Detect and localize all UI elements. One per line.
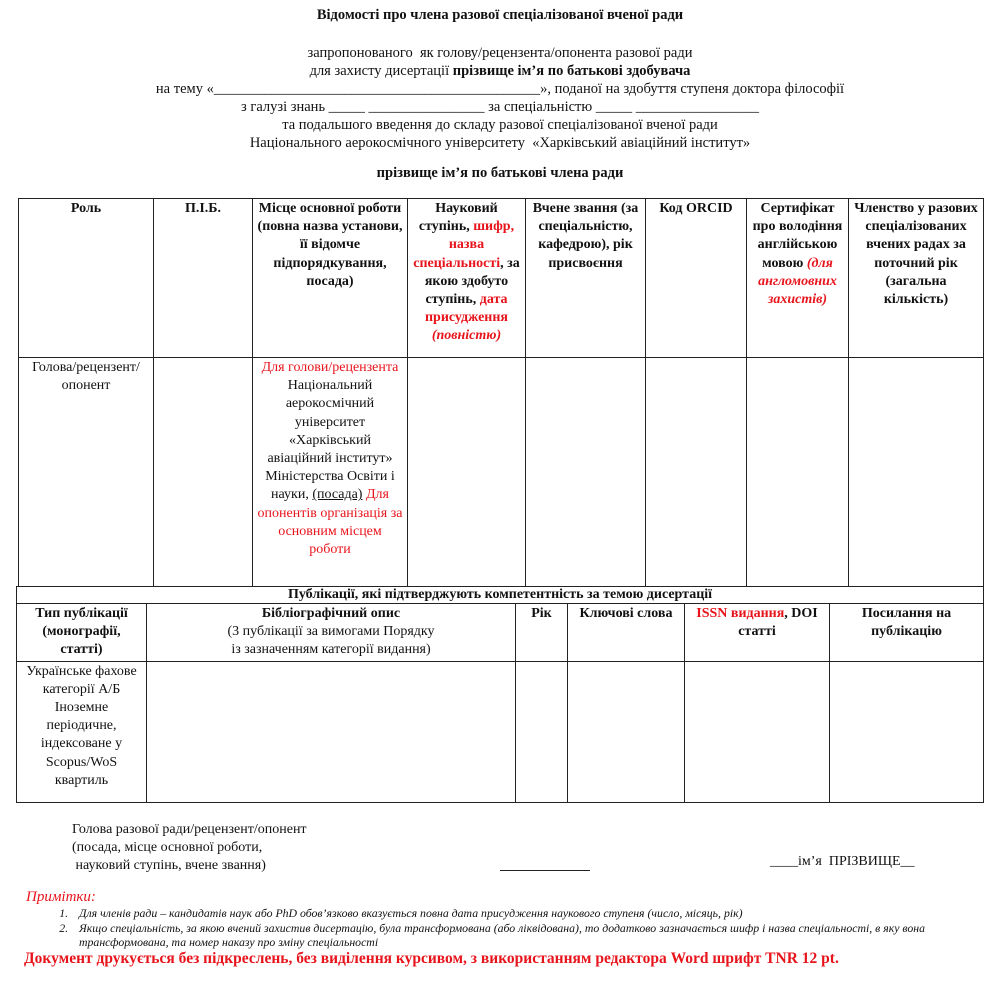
signature-block — [72, 821, 307, 875]
header-bibliography — [147, 604, 516, 662]
header-pib: П.І.Б. — [154, 199, 253, 358]
publications-caption: Публікації, які підтверджують компетентність за темою дисертації — [17, 587, 984, 604]
member-table-header-row — [19, 199, 984, 358]
candidate-name-placeholder: прізвище ім’я по батькові здобувача — [452, 63, 691, 79]
document-title: Відомості про члена разової спеціалізованої вченої ради — [316, 7, 684, 23]
cell-role: Голова/рецензент/ опонент — [19, 358, 154, 587]
certificate-label: Сертифікат про володіння англійською мовою — [752, 201, 843, 271]
notes-list — [26, 906, 986, 950]
intro-line-2 — [0, 62, 1000, 80]
header-year: Рік — [516, 604, 568, 662]
degree-label-2: , за якою здобуто ступінь, — [424, 255, 520, 308]
header-publication-type: Тип публікації (монографії, статті) — [17, 604, 147, 662]
cell-workplace — [253, 358, 408, 587]
doi-label: , DOI статті — [738, 606, 818, 640]
intro-line-3-topic: на тему «_____________________________________________», поданої на здобуття ступеня доктора філософії — [155, 81, 845, 97]
workplace-note-opponents: Для опонентів організація за основним місцем роботи — [257, 487, 403, 558]
publications-row — [17, 661, 984, 802]
intro-line-1: запропонованого як голову/рецензента/опонента разової ради — [307, 45, 693, 61]
note-item: 2. Якщо спеціальність, за якою вчений захистив дисертацію, була трансформована (або ліквідована), то додатково зазначається шифр і назва спеціальності, в яку вона трансформована, та номер наказу про зміну спеціальності — [71, 921, 986, 950]
signature-name-placeholder: ____ім’я ПРІЗВИЩЕ__ — [770, 854, 915, 869]
issn-label: ISSN видання — [696, 606, 785, 621]
cell-certificate[interactable] — [747, 358, 849, 587]
bibliography-sub-2: із зазначенням категорії видання) — [231, 642, 431, 658]
header-role: Роль — [19, 199, 154, 358]
cell-publication-type: Українське фахове категорії А/Б Іноземне періодичне, індексоване у Scopus/WoS квартиль — [17, 661, 147, 802]
cell-bibliography[interactable] — [147, 661, 516, 802]
workplace-position-placeholder: (посада) — [312, 487, 363, 503]
intro-line-4-field: з галузі знань _____ ________________ за спеціальністю _____ _________________ — [241, 99, 759, 115]
notes-heading: Примітки: — [26, 889, 96, 905]
cell-pib[interactable] — [154, 358, 253, 587]
signature-line-1: Голова разової ради/рецензент/опонент — [72, 822, 307, 837]
header-certificate — [747, 199, 849, 358]
cell-degree[interactable] — [408, 358, 526, 587]
header-membership: Членство у разових спеціалізованих вчених радах за поточний рік (загальна кількість) — [849, 199, 984, 358]
cell-issn-doi[interactable] — [685, 661, 830, 802]
degree-label-red-1: шифр, назва спеціальності — [413, 219, 515, 271]
bibliography-title: Бібліографічний опис — [261, 606, 401, 621]
intro-line-5: та подальшого введення до складу разової спеціалізованої вченої ради — [282, 117, 718, 133]
cell-keywords[interactable] — [568, 661, 685, 802]
bibliography-sub-1: (3 публікації за вимогами Порядку — [227, 624, 435, 640]
notes-section — [26, 889, 986, 950]
certificate-note: (для англомовних захистів) — [758, 255, 837, 308]
degree-label-red-italic: (повністю) — [431, 328, 502, 344]
cell-academic-title[interactable] — [526, 358, 646, 587]
note-item: 1. Для членів ради – кандидатів наук або PhD обов’язково вказується повна дата присудження наукового ступеня (число, місяць, рік) — [71, 906, 986, 921]
workplace-text: Національний аерокосмічний університет «Харківський авіаційний інститут» Міністерства Освіти і науки, — [265, 378, 395, 503]
intro-line-6-university: Національного аерокосмічного університету «Харківський авіаційний інститут» — [249, 135, 751, 151]
cell-membership[interactable] — [849, 358, 984, 587]
header-degree — [408, 199, 526, 358]
degree-label-1: Науковий ступінь, — [418, 201, 498, 235]
publications-table — [16, 586, 984, 803]
signature-line-2: (посада, місце основної роботи, — [72, 840, 263, 855]
member-table-row — [19, 358, 984, 587]
signature-blank-line[interactable] — [500, 853, 590, 871]
header-academic-title: Вчене звання (за спеціальністю, кафедрою), рік присвоєння — [526, 199, 646, 358]
formatting-warning: Документ друкується без підкреслень, без виділення курсивом, з використанням редактора Word шрифт TNR 12 pt. — [24, 950, 839, 967]
header-keywords: Ключові слова — [568, 604, 685, 662]
cell-link[interactable] — [830, 661, 984, 802]
member-name-heading: прізвище ім’я по батькові члена ради — [376, 165, 624, 181]
header-issn-doi — [685, 604, 830, 662]
document-intro — [0, 44, 1000, 152]
publications-header-row — [17, 604, 984, 662]
publications-caption-row — [17, 587, 984, 604]
signature-line-3: науковий ступінь, вчене звання) — [72, 858, 266, 873]
workplace-note-chair: Для голови/рецензента — [261, 360, 399, 375]
cell-year[interactable] — [516, 661, 568, 802]
header-link: Посилання на публікацію — [830, 604, 984, 662]
degree-label-red-2: дата присудження — [424, 292, 509, 326]
member-info-table — [18, 198, 984, 587]
header-orcid: Код ORCID — [646, 199, 747, 358]
intro-line-2-prefix: для захисту дисертації — [309, 63, 453, 79]
cell-orcid[interactable] — [646, 358, 747, 587]
header-workplace: Місце основної роботи (повна назва установи, її відомче підпорядкування, посада) — [253, 199, 408, 358]
